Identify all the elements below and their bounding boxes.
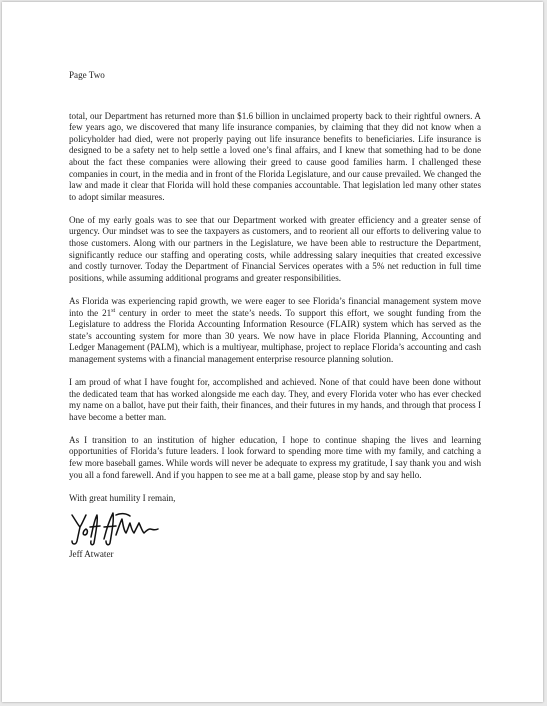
paragraph-proud: I am proud of what I have fought for, accomplished and achieved. None of that could have been done without the dedicated team that has worked alongside me each day. They, and every Florida voter who has ever checked my name on a ballot, have put their faith, their finances, and their futures in my hands, and through that process I have become a better man. xyxy=(69,376,481,422)
signer-name: Jeff Atwater xyxy=(69,549,114,560)
paragraph-transition: As I transition to an institution of higher education, I hope to continue shaping the lives and learning opportunities of Florida’s future leaders. I look forward to spending more time with my family, and catching a few more baseball games. While words will never be adequate to express my gratitude, I say thank you and wish you all a fond farewell. And if you happen to see me at a ball game, please stop by and say hello. xyxy=(69,434,481,480)
paragraph-unclaimed-property: total, our Department has returned more than $1.6 billion in unclaimed property back to their rightful owners. A few years ago, we discovered that many life insurance companies, by claiming that they did not know when a policyholder had died, were not properly paying out life insurance benefits to beneficiaries. Life insurance is designed to be a safety net to help settle a loved one’s final affairs, and I knew that something had to be done about the fact these companies were allowing their greed to cause good families harm. I challenged these companies in court, in the media and in front of the Florida Legislature, and our cause prevailed. We changed the law and made it clear that Florida will hold these companies accountable. That legislation led many other states to adopt similar measures. xyxy=(69,110,481,202)
page-label: Page Two xyxy=(69,70,105,80)
paragraph-financial-system-part1: As Florida was experiencing rapid growth, we were eager to see Florida’s financial management system move into the 21 xyxy=(69,295,481,318)
paragraph-efficiency: One of my early goals was to see that our Department worked with greater efficiency and a greater sense of urgency. Our mindset was to see the taxpayers as customers, and to reorient all our efforts to delivering value to those customers. Along with our partners in the Legislature, we have been able to restructure the Department, significantly reduce our staffing and operating costs, while addressing salary inequities that created excessive and costly turnover. Today the Department of Financial Services operates with a 5% net reduction in full time positions, while assuming additional programs and greater responsibilities. xyxy=(69,214,481,283)
ordinal-suffix: st xyxy=(111,307,116,314)
closing-line: With great humility I remain, xyxy=(69,492,176,503)
paragraph-financial-system xyxy=(69,296,481,366)
letter-body xyxy=(69,70,481,561)
handwritten-signature xyxy=(66,507,166,547)
paragraph-financial-system-part2: century in order to meet the state’s needs. To support this effort, we sought funding from the Legislature to address the Florida Accounting Information Resource (FLAIR) system which has served as the state’s accounting system for more than 30 years. We now have in place Florida Planning, Accounting and Ledger Management (PALM), which is a multiyear, multiphase, project to replace Florida’s accounting and cash management systems with a financial management enterprise resource planning solution. xyxy=(69,307,481,364)
letter-page xyxy=(2,2,543,702)
